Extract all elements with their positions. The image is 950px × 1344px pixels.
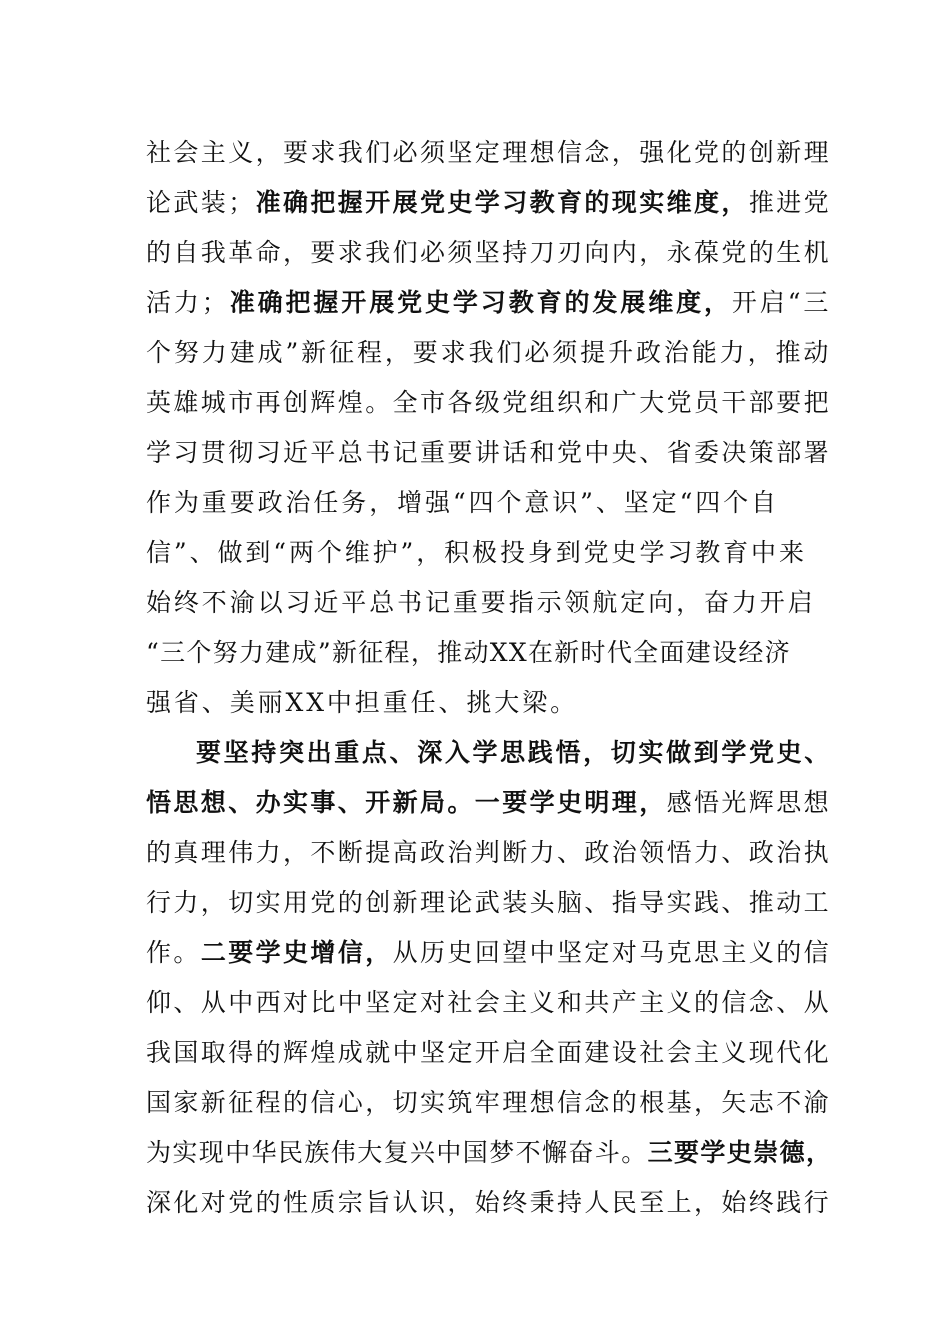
text-run: 从历史回望中坚定对马克思主义的信 [392,938,832,967]
text-line [146,228,836,278]
text-run: 推进党 [748,188,832,217]
text-line [146,278,836,328]
text-run: 仰、从中西对比中坚定对社会主义和共产主义的信念、从 [146,988,832,1017]
text-run: 社会主义，要求我们必须坚定理想信念，强化党的创新理 [146,138,832,167]
text-run: 强省、美丽XX中担重任、挑大梁。 [146,688,578,717]
text-line [146,128,836,178]
text-run: 开启“三 [731,288,832,317]
text-line [146,828,836,878]
text-line [146,178,836,228]
text-run: 始终不渝以习近平总书记重要指示领航定向，奋力开启 [146,588,816,617]
text-run: 感悟光辉思想 [666,788,832,817]
bold-text-run: 准确把握开展党史学习教育的发展维度， [229,288,732,317]
bold-text-run: 二要学史增信， [200,938,393,967]
paragraph-first-line [146,728,836,778]
bold-text-run: 悟思想、办实事、开新局。一要学史明理， [146,788,667,817]
text-run: 的真理伟力，不断提高政治判断力、政治领悟力、政治执 [146,838,832,867]
text-line [146,928,836,978]
text-line [146,978,836,1028]
text-line [146,1078,836,1128]
text-line [146,478,836,528]
text-line [146,428,836,478]
text-run: 行力，切实用党的创新理论武装头脑、指导实践、推动工 [146,888,832,917]
text-line [146,528,836,578]
text-line [146,628,836,678]
text-run: 为实现中华民族伟大复兴中国梦不懈奋斗。 [146,1138,648,1167]
text-run: 学习贯彻习近平总书记重要讲话和党中央、省委决策部署 [146,438,832,467]
bold-text-run: 准确把握开展党史学习教育的现实维度， [255,188,749,217]
text-run: 的自我革命，要求我们必须坚持刀刃向内，永葆党的生机 [146,238,832,267]
text-run: 个努力建成”新征程，要求我们必须提升政治能力，推动 [146,338,832,367]
text-line [146,328,836,378]
text-run: 英雄城市再创辉煌。全市各级党组织和广大党员干部要把 [146,388,832,417]
document-body [146,128,836,1228]
text-line [146,1128,836,1178]
text-line [146,1178,836,1228]
bold-text-run: 三要学史崇德， [647,1138,833,1167]
text-run: 我国取得的辉煌成就中坚定开启全面建设社会主义现代化 [146,1038,832,1067]
text-run: “三个努力建成”新征程，推动XX在新时代全面建设经济 [146,638,791,667]
text-run: 国家新征程的信心，切实筑牢理想信念的根基，矢志不渝 [146,1088,832,1117]
text-run: 作。 [146,938,201,967]
text-run: 论武装； [146,188,256,217]
text-line [146,778,836,828]
text-run: 信”、做到“两个维护”，积极投身到党史学习教育中来 [146,538,807,567]
text-line [146,878,836,928]
text-run: 活力； [146,288,230,317]
text-line [146,1028,836,1078]
text-line [146,678,836,728]
text-run: 深化对党的性质宗旨认识，始终秉持人民至上，始终践行 [146,1188,832,1217]
text-line [146,378,836,428]
text-line [146,578,836,628]
bold-text-run: 要坚持突出重点、深入学思践悟，切实做到学党史、 [196,738,832,767]
text-run: 作为重要政治任务，增强“四个意识”、坚定“四个自 [146,488,779,517]
